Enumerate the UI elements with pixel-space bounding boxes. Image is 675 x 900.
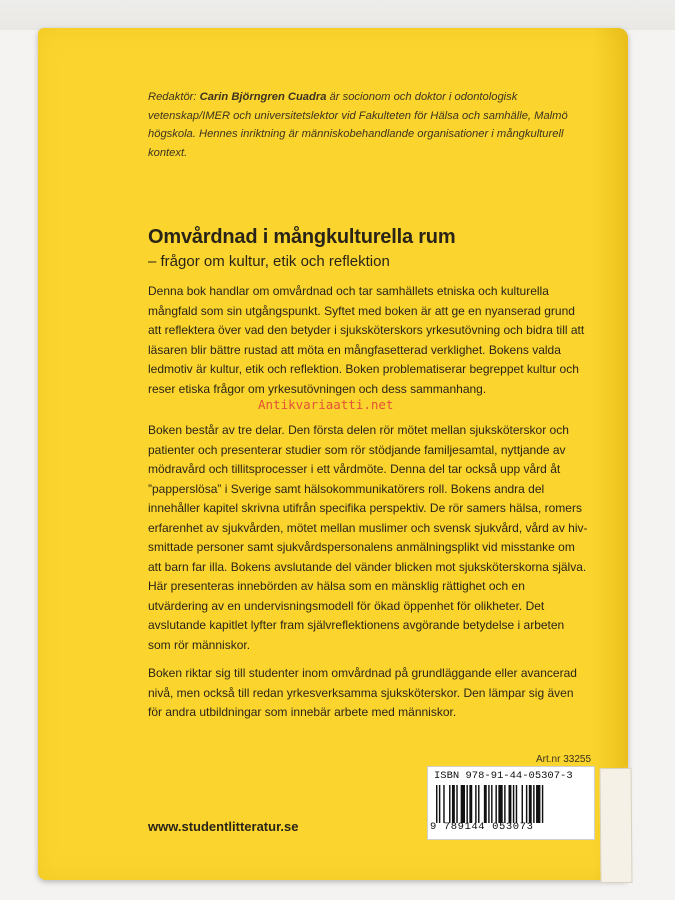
barcode-bar (536, 785, 540, 823)
barcode-bar (461, 785, 465, 823)
cover-edge-shadow (592, 28, 628, 880)
editor-label: Redaktör: (148, 91, 200, 103)
barcode-bar (498, 785, 502, 823)
book-title: Omvårdnad i mångkulturella rum (148, 226, 456, 248)
barcode-bar (466, 785, 467, 823)
barcode-bar (449, 785, 450, 823)
barcode-bar (533, 785, 534, 823)
book-subtitle: – frågor om kultur, etik och reflektion (148, 253, 390, 270)
barcode-bar (526, 785, 527, 823)
isbn-text: ISBN 978-91-44-05307-3 (434, 770, 573, 782)
barcode-bar (504, 785, 505, 823)
editor-bio: är socionom och doktor i odontologisk vetenskap/IMER och universitetslektor vid Fakulteten för Hälsa och samhälle, Malmö högskola. Hennes inriktning är människobehandlande organisationer i mångkulturell kontext. (148, 91, 568, 159)
publisher-website: www.studentlitteratur.se (148, 819, 299, 834)
description-paragraph-3: Boken riktar sig till studenter inom omvårdnad på grundläggande eller avancerad nivå, men också till redan yrkesverksamma sjuksköterskor. Den lämpar sig även för andra utbildningar som innebär arbete med människor. (148, 666, 577, 719)
barcode-bar (529, 785, 532, 823)
barcode-label (427, 766, 595, 840)
barcode-bars (436, 785, 588, 823)
description-paragraph-2: Boken består av tre delar. Den första delen rör mötet mellan sjuksköterskor och patienter och presenterar studier som rör stödjande familjesamtal, nyttjande av mödravård och tillitsprocesser i ett vårdmöte. Denna del tar också upp vård åt ”papperslösa” i Sverige samt hälsokommunikatörers roll. Bokens andra del innehåller kapitel skrivna utifrån specifika perspektiv. De rör samers hälsa, romers erfarenhet av sjukvården, mötet mellan muslimer och svensk sjukvård, vård av hiv-smittade personer samt sjukvårdspersonalens anmälningsplikt vid misstanke om att barn far illa. Bokens avslutande del vänder blicken mot sjuksköterskorna själva. Här presenteras innebörden av hälsa som en mänsklig rättighet och en utvärdering av en undervisningsmodell för ökad öppenhet för olikheter. Det avslutande kapitlet lyfter fram självreflektionens avgörande betydelse i arbeten som rör människor. (148, 423, 588, 652)
description-paragraph-1: Denna bok handlar om omvårdnad och tar samhällets etniska och kulturella mångfald som sin utgångspunkt. Syftet med boken är att ge en nyanserad grund att reflektera över vad den betyder i sjuksköterskors yrkesutövning och bidra till att läsaren blir bättre rustad att möta en mångfasetterad verklighet. Bokens valda ledmotiv är kultur, etik och reflektion. Boken problematiserar begreppet kultur och reser etiska frågor om yrkesutövningen och dess sammanhang. (148, 284, 585, 396)
barcode-digits: 9 789144 053073 (430, 821, 534, 833)
article-number: Art.nr 33255 (536, 754, 592, 765)
barcode-bar (478, 785, 479, 823)
barcode-bar (484, 785, 487, 823)
barcode-bar (436, 785, 437, 823)
barcode-bar (452, 785, 455, 823)
library-sticker (599, 768, 632, 883)
barcode-bar (469, 785, 472, 823)
barcode-bar (443, 785, 444, 823)
barcode-bar (456, 785, 457, 823)
barcode-bar (488, 785, 489, 823)
barcode-bar (522, 785, 523, 823)
barcode-bar (495, 785, 496, 823)
editor-name: Carin Björngren Cuadra (199, 91, 327, 103)
editor-note (148, 88, 588, 162)
barcode-bar (513, 785, 514, 823)
barcode-bar (439, 785, 440, 823)
barcode-bar (542, 785, 543, 823)
barcode-bar (509, 785, 512, 823)
background (0, 0, 675, 30)
watermark: Antikvariaatti.net (258, 397, 394, 412)
barcode-bar (516, 785, 517, 823)
barcode-bar (475, 785, 476, 823)
barcode-bar (491, 785, 492, 823)
